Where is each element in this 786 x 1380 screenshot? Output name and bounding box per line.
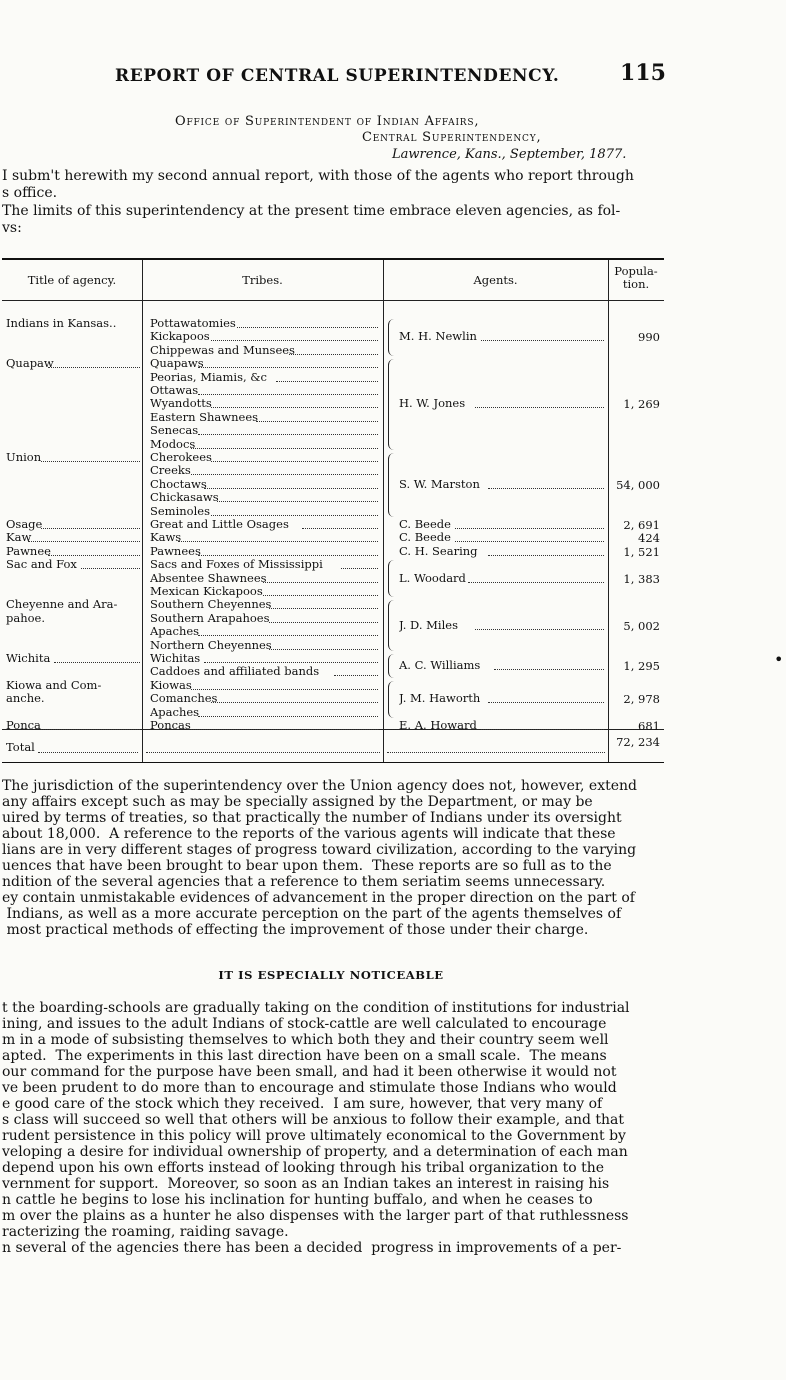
paragraph-line: ey contain unmistakable evidences of advancement in the proper direction on the part of	[2, 890, 635, 906]
paragraph-line: rudent persistence in this policy will prove ultimately economical to the Government by	[2, 1128, 626, 1144]
population-value: 990	[638, 330, 660, 345]
tribe-name: Poncas	[150, 719, 191, 732]
agency-title: Kaw	[6, 531, 32, 545]
tribe-name: Wyandotts	[150, 397, 212, 411]
paragraph-line: t the boarding-schools are gradually taking on the condition of institutions for industrial	[2, 1000, 630, 1016]
paragraph-line: racterizing the roaming, raiding savage.	[2, 1224, 289, 1240]
tribe-name: Pottawatomies	[150, 317, 236, 330]
paragraph-line: about 18,000. A reference to the reports of the various agents will indicate that these	[2, 826, 616, 842]
running-header: REPORT OF CENTRAL SUPERINTENDENCY.	[115, 66, 560, 86]
paragraph-line: any affairs except such as may be specially assigned by the Department, or may be	[2, 794, 593, 810]
population-value: 5, 002	[623, 618, 660, 633]
population-value: 2, 978	[623, 692, 660, 707]
tribe-name: Sacs and Foxes of Mississippi	[150, 558, 323, 572]
paragraph-line: lians are in very different stages of progress toward civilization, according to the varying	[2, 842, 637, 858]
brace	[388, 654, 394, 678]
col-header-tribes: Tribes.	[242, 273, 283, 287]
population-value: 54, 000	[616, 477, 660, 492]
office-line-1: Office of Superintendent of Indian Affairs,	[175, 114, 480, 129]
agency-title: Kiowa and Com- anche.	[6, 678, 102, 706]
agency-title: Pawnee	[6, 544, 51, 558]
col-header-agency: Title of agency.	[27, 273, 117, 287]
paragraph-line: depend upon his own efforts instead of looking through his tribal organization to the	[2, 1160, 604, 1176]
tribe-name: Modocs	[150, 437, 196, 451]
paragraph-line: ve been prudent to do more than to encourage and stimulate those Indians who would	[2, 1080, 617, 1096]
tribe-name: Apaches	[150, 705, 200, 719]
section-heading: IT IS ESPECIALLY NOTICEABLE	[218, 968, 444, 982]
tribe-name: Caddoes and affiliated bands	[150, 665, 320, 679]
agency-title: Union	[6, 451, 42, 464]
tribe-name: Kiowas	[150, 678, 192, 692]
tribe-name: Kaws	[150, 531, 182, 545]
population-value: 1, 295	[623, 658, 660, 673]
agent-name: M. H. Newlin	[399, 330, 477, 344]
tribe-name: Mexican Kickapoos	[150, 585, 263, 598]
tribe-name: Kickapoos	[150, 330, 210, 344]
paragraph-line: e good care of the stock which they received. I am sure, however, that very many of	[2, 1096, 603, 1112]
paragraph-line: ining, and issues to the adult Indians of stock-cattle are well calculated to encourage	[2, 1016, 607, 1032]
tribe-name: Apaches	[150, 625, 200, 639]
brace	[388, 600, 394, 651]
tribe-name: Absentee Shawnees	[150, 571, 267, 585]
agency-title: Ponca	[6, 719, 41, 732]
tribe-name: Great and Little Osages	[150, 518, 289, 531]
tribe-name: Cherokees	[150, 451, 212, 464]
paragraph-line: s class will succeed so well that others will be anxious to follow their example, and that	[2, 1112, 625, 1128]
agent-name: H. W. Jones	[399, 397, 466, 411]
tribe-name: Creeks	[150, 464, 191, 478]
agent-name: E. A. Howard	[399, 719, 477, 732]
agency-title: Cheyenne and Ara- pahoe.	[6, 598, 118, 625]
tribe-name: Wichitas	[150, 652, 201, 665]
population-value: 1, 269	[623, 397, 660, 412]
tribe-name: Peorias, Miamis, &c	[150, 370, 267, 384]
paragraph-line: n cattle he begins to lose his inclination for hunting buffalo, and when he ceases to	[2, 1192, 593, 1208]
population-value: 2, 691	[623, 518, 660, 532]
tribe-name: Southern Arapahoes	[150, 611, 270, 625]
paragraph-line: uired by terms of treaties, so that practically the number of Indians under its oversight	[2, 810, 622, 826]
tribe-name: Seminoles	[150, 504, 210, 518]
tribe-name: Chickasaws	[150, 491, 219, 505]
intro-line-4: vs:	[2, 220, 22, 236]
tribe-name: Comanches	[150, 692, 218, 706]
dateline: Lawrence, Kans., September, 1877.	[392, 147, 627, 162]
col-header-population: Popula- tion.	[614, 264, 658, 291]
paragraph-line: uences that have been brought to bear upon them. These reports are so full as to the	[2, 858, 612, 874]
paragraph-line: n several of the agencies there has been a decided progress in improvements of a per-	[2, 1240, 622, 1256]
agent-name: S. W. Marston	[399, 477, 480, 491]
tribe-name: Chippewas and Munsees	[150, 343, 295, 357]
agency-title: Indians in Kansas..	[6, 317, 117, 330]
paragraph-line: m over the plains as a hunter he also dispenses with the larger part of that ruthlessness	[2, 1208, 629, 1224]
paragraph-line: m in a mode of subsisting themselves to which both they and their country seem well	[2, 1032, 609, 1048]
intro-line-3: The limits of this superintendency at the present time embrace eleven agencies, as fol-	[2, 203, 621, 219]
population-value: 1, 521	[623, 544, 660, 559]
tribe-name: Senecas	[150, 424, 199, 438]
agency-title: Quapaw	[6, 357, 54, 371]
paragraph-line: veloping a desire for individual ownership of property, and a determination of each man	[2, 1144, 628, 1160]
population-value: 1, 383	[623, 571, 660, 586]
tribe-name: Eastern Shawnees	[150, 410, 259, 424]
intro-line-2: s office.	[2, 185, 58, 201]
paragraph-line: The jurisdiction of the superintendency over the Union agency does not, however, extend	[2, 778, 638, 794]
agent-name: C. H. Searing	[399, 544, 478, 558]
agent-name: L. Woodard	[399, 571, 466, 585]
col-header-agents: Agents.	[473, 273, 518, 287]
paragraph-line: apted. The experiments in this last direction have been on a small scale. The means	[2, 1048, 607, 1064]
paragraph-line: most practical methods of effecting the improvement of those under their charge.	[2, 922, 589, 938]
tribe-name: Ottawas	[150, 384, 199, 397]
agent-name: J. M. Haworth	[399, 692, 481, 706]
margin-mark: •	[774, 650, 784, 669]
total-population: 72, 234	[616, 735, 660, 749]
agency-table	[2, 258, 664, 763]
tribe-name: Choctaws	[150, 477, 207, 491]
intro-line-1: I subm't herewith my second annual report, with those of the agents who report through	[2, 168, 634, 184]
brace	[388, 560, 394, 597]
paragraph-line: our command for the purpose have been small, and had it been otherwise it would not	[2, 1064, 617, 1080]
population-value: 681	[638, 719, 660, 733]
page-number: 115	[620, 60, 666, 86]
paragraph-line: Indians, as well as a more accurate perception on the part of the agents themselves of	[2, 906, 622, 922]
brace	[388, 681, 394, 718]
tribe-name: Southern Cheyennes	[150, 598, 272, 612]
tribe-name: Pawnees	[150, 544, 201, 558]
tribe-name: Quapaws	[150, 357, 204, 371]
office-line-2: Central Superintendency,	[362, 130, 542, 145]
paragraph-line: vernment for support. Moreover, so soon as an Indian takes an interest in raising his	[2, 1176, 610, 1192]
brace	[388, 359, 394, 450]
agent-name: C. Beede	[399, 518, 451, 531]
brace	[388, 453, 394, 517]
agent-name: J. D. Miles	[399, 618, 458, 632]
agent-name: A. C. Williams	[399, 658, 481, 672]
tribe-name: Northern Cheyennes	[150, 638, 272, 652]
paragraph-line: ndition of the several agencies that a reference to them seriatim seems unnecessary.	[2, 874, 606, 890]
total-label: Total	[6, 741, 35, 754]
agency-title: Sac and Fox	[6, 558, 77, 572]
agency-title: Wichita	[6, 652, 51, 665]
agency-title: Osage	[6, 518, 43, 531]
brace	[388, 319, 394, 356]
population-value: 424	[638, 531, 660, 546]
agent-name: C. Beede	[399, 531, 451, 545]
